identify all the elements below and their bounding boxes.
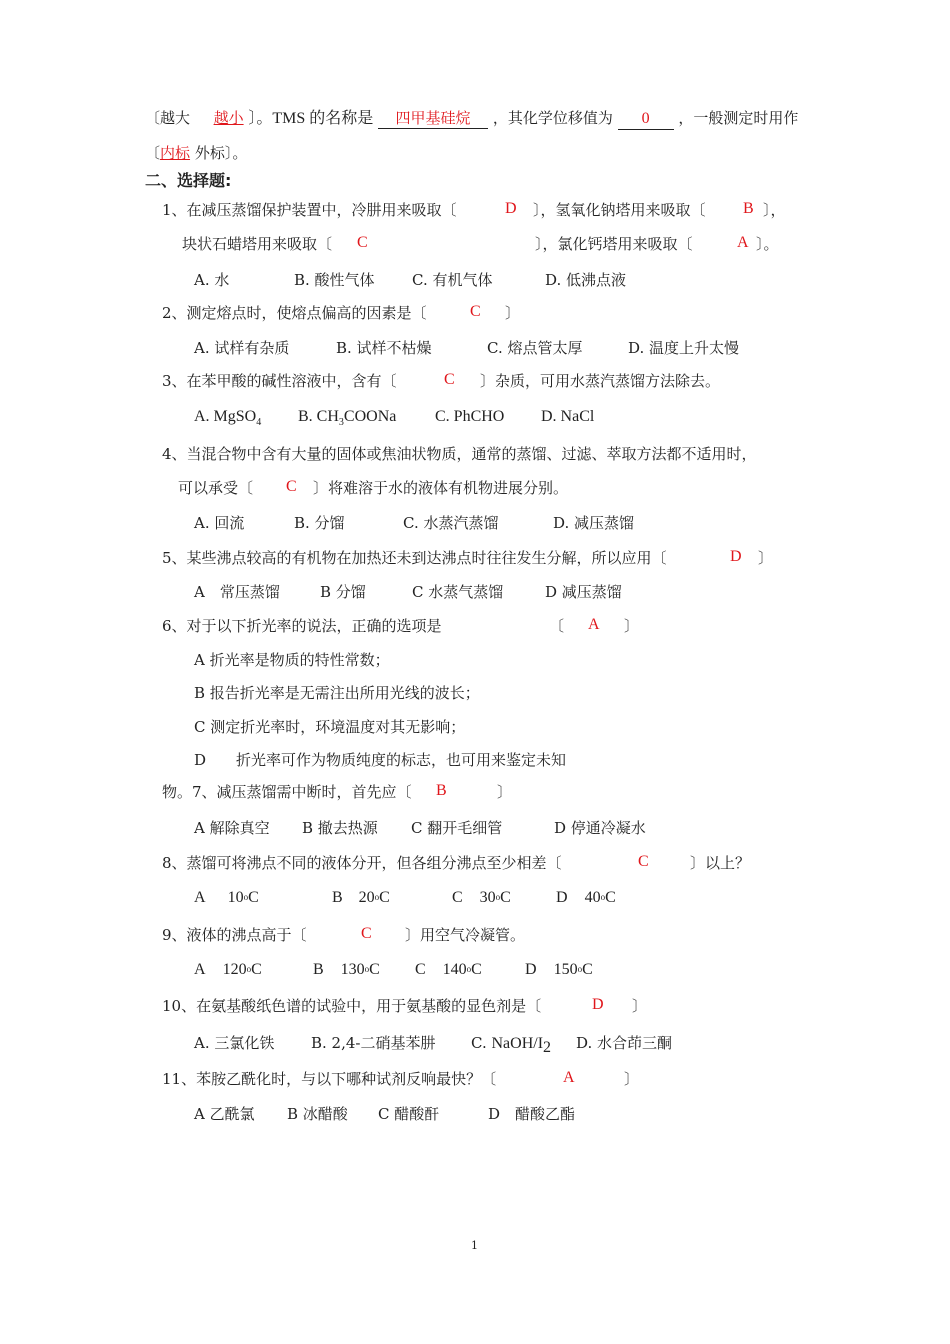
answer-q5: D xyxy=(730,548,742,565)
section-title: 二、选择题: xyxy=(145,171,232,190)
intro-text: 外标〕。 xyxy=(194,144,248,162)
intro-text: ，其化学位移值为 xyxy=(492,109,613,127)
question-text: 〕 xyxy=(632,997,648,1015)
option: B. 2,4-二硝基苯肼 xyxy=(311,1034,436,1052)
question-text: 〕， xyxy=(763,201,786,219)
question-6: 6、对于以下折光率的说法，正确的选项是 xyxy=(162,617,442,635)
option-value: 130 xyxy=(340,961,365,978)
option-unit: C xyxy=(251,961,262,978)
option: D 减压蒸馏 xyxy=(545,583,622,601)
intro-line-1 xyxy=(145,108,798,130)
option: D. NaCl xyxy=(541,408,595,425)
option: C. 水蒸汽蒸馏 xyxy=(403,514,499,532)
answer-q1-b: B xyxy=(743,200,754,217)
option: B 报告折光率是无需注出所用光线的波长； xyxy=(194,684,480,702)
answer-q3: C xyxy=(444,371,455,388)
option-label: D xyxy=(556,889,568,906)
question-text: 〕，氢氧化钠塔用来吸取〔 xyxy=(533,201,706,219)
option-label: C xyxy=(452,889,463,906)
option-value: 40 xyxy=(584,889,601,906)
answer-q1-d: A xyxy=(737,234,749,251)
option: D. 水合茚三酮 xyxy=(576,1034,673,1052)
intro-text: 〕。TMS 的名称是 xyxy=(248,110,374,127)
option: D. 温度上升太慢 xyxy=(628,339,740,357)
option-label: A. MgSO xyxy=(194,408,257,425)
option xyxy=(525,959,593,980)
answer-blank: 越小 xyxy=(213,109,244,127)
option: C 醋酸酐 xyxy=(378,1105,440,1123)
option: C 测定折光率时，环境温度对其无影响； xyxy=(194,718,466,736)
option: D 折光率可作为物质纯度的标志，也可用来鉴定未知 xyxy=(194,751,567,769)
answer-q1-c: C xyxy=(357,234,368,251)
question-5: 5、某些沸点较高的有机物在加热还未到达沸点时往往发生分解，所以应用〔 xyxy=(162,549,667,567)
question-1-line-2: 块状石蜡塔用来吸取〔 xyxy=(182,235,333,253)
degree-mark: o xyxy=(374,892,380,902)
option-unit: C xyxy=(369,961,380,978)
degree-mark: o xyxy=(495,892,501,902)
option: B. 试样不枯燥 xyxy=(336,339,432,357)
option-unit: C xyxy=(500,889,511,906)
option xyxy=(415,959,482,980)
question-text: 〕 xyxy=(505,304,521,322)
option-unit: C xyxy=(582,961,593,978)
answer-q2: C xyxy=(470,303,481,320)
question-text: 〕用空气冷凝管。 xyxy=(405,926,526,944)
option xyxy=(194,887,259,908)
option-value: NaOH/I xyxy=(491,1035,544,1052)
intro-text: 〔越大 xyxy=(145,109,191,127)
question-4-line-2: 可以承受〔 xyxy=(178,479,254,497)
option: B 冰醋酸 xyxy=(287,1105,348,1123)
option-value: 150 xyxy=(553,961,578,978)
subscript: 3 xyxy=(338,417,344,428)
answer-q4: C xyxy=(286,478,297,495)
option-unit: C xyxy=(248,889,259,906)
question-9: 9、液体的沸点高于〔 xyxy=(162,926,307,944)
page-number: 1 xyxy=(471,1239,478,1252)
question-7: 物。7、减压蒸馏需中断时，首先应〔 xyxy=(162,783,412,801)
option: D. 低沸点液 xyxy=(545,271,627,289)
option-label: COONa xyxy=(343,408,397,425)
answer-q11: A xyxy=(563,1069,575,1086)
option xyxy=(332,887,390,908)
option: B. 酸性气体 xyxy=(294,271,375,289)
question-8: 8、蒸馏可将沸点不同的液体分开，但各组分沸点至少相差〔 xyxy=(162,854,562,872)
option-value: 20 xyxy=(358,889,375,906)
option: A. 水 xyxy=(194,271,230,289)
option xyxy=(452,887,511,908)
answer-q1-a: D xyxy=(505,200,517,217)
option: B. 分馏 xyxy=(294,514,345,532)
option xyxy=(298,407,396,433)
option xyxy=(194,407,261,433)
question-text: 〕 xyxy=(624,617,640,635)
intro-line-2 xyxy=(145,143,247,163)
question-text: 〕 xyxy=(758,549,774,567)
option: A 折光率是物质的特性常数； xyxy=(194,651,390,669)
option-label: C. xyxy=(471,1034,487,1052)
question-text: 〕，氯化钙塔用来吸取〔 xyxy=(535,235,693,253)
option xyxy=(471,1033,551,1058)
question-text: 〕 xyxy=(497,783,513,801)
question-text: 〕以上？ xyxy=(690,854,751,872)
option-label: A xyxy=(194,961,206,978)
answer-blank: 内标 xyxy=(160,144,191,162)
option: B 撤去热源 xyxy=(302,819,378,837)
degree-mark: o xyxy=(466,964,472,974)
answer-blank: 四甲基硅烷 xyxy=(395,109,471,127)
option xyxy=(194,959,262,980)
answer-q6: A xyxy=(588,616,600,633)
option: D 停通冷凝水 xyxy=(554,819,646,837)
option xyxy=(313,959,380,980)
degree-mark: o xyxy=(246,964,252,974)
option: A 常压蒸馏 xyxy=(194,583,280,601)
question-text: 1、在减压蒸馏保护装置中，冷肼用来吸取〔 xyxy=(162,201,457,219)
subscript: 4 xyxy=(256,417,262,428)
option-label: C xyxy=(415,961,426,978)
question-text: 〕 xyxy=(624,1070,640,1088)
intro-text: 〔 xyxy=(145,144,161,162)
question-10: 10、在氨基酸纸色谱的试验中，用于氨基酸的显色剂是〔 xyxy=(162,997,542,1015)
question-4-line-1: 4、当混合物中含有大量的固体或焦油状物质，通常的蒸馏、过滤、萃取方法都不适用时， xyxy=(162,445,757,463)
option: C. PhCHO xyxy=(435,408,505,425)
question-text: 〕将难溶于水的液体有机物进展分别。 xyxy=(313,479,569,497)
degree-mark: o xyxy=(364,964,370,974)
option: C. 有机气体 xyxy=(412,271,493,289)
option-value: 120 xyxy=(222,961,247,978)
option: A 解除真空 xyxy=(194,819,270,837)
question-3: 3、在苯甲酸的碱性溶液中，含有〔 xyxy=(162,372,397,390)
question-text: 〕。 xyxy=(756,235,779,253)
option: D. 减压蒸馏 xyxy=(553,514,635,532)
option-unit: C xyxy=(471,961,482,978)
option: B 分馏 xyxy=(320,583,366,601)
subscript: 2 xyxy=(543,1039,552,1056)
option-value: 140 xyxy=(442,961,467,978)
option: A. 三氯化铁 xyxy=(194,1034,275,1052)
option: D 醋酸乙酯 xyxy=(488,1105,576,1123)
answer-q7: B xyxy=(436,782,447,799)
option: C. 熔点管太厚 xyxy=(487,339,583,357)
option-value: 10 xyxy=(227,889,244,906)
question-2: 2、测定熔点时，使熔点偏高的因素是〔 xyxy=(162,304,427,322)
option-label: B. CH xyxy=(298,408,339,425)
question-1-line-1 xyxy=(162,200,457,220)
option-unit: C xyxy=(379,889,390,906)
question-text: 〔 xyxy=(549,617,565,635)
answer-q10: D xyxy=(592,996,604,1013)
answer-q9: C xyxy=(361,925,372,942)
degree-mark: o xyxy=(577,964,583,974)
option: A. 试样有杂质 xyxy=(194,339,290,357)
option-value: 30 xyxy=(479,889,496,906)
option: C 翻开毛细管 xyxy=(411,819,503,837)
option-label: D xyxy=(525,961,537,978)
answer-q8: C xyxy=(638,853,649,870)
answer-blank: 0 xyxy=(641,110,650,127)
intro-text: ，一般测定时用作 xyxy=(678,109,799,127)
option: C 水蒸气蒸馏 xyxy=(412,583,504,601)
option: A. 回流 xyxy=(194,514,245,532)
option-label: A xyxy=(194,889,206,906)
degree-mark: o xyxy=(600,892,606,902)
question-text: 〕杂质，可用水蒸汽蒸馏方法除去。 xyxy=(480,372,721,390)
option-label: B xyxy=(332,889,343,906)
option-unit: C xyxy=(605,889,616,906)
option: A 乙酰氯 xyxy=(194,1105,255,1123)
option xyxy=(556,887,616,908)
degree-mark: o xyxy=(243,892,249,902)
question-11: 11、苯胺乙酰化时，与以下哪种试剂反响最快？〔 xyxy=(162,1070,497,1088)
option-label: B xyxy=(313,961,324,978)
